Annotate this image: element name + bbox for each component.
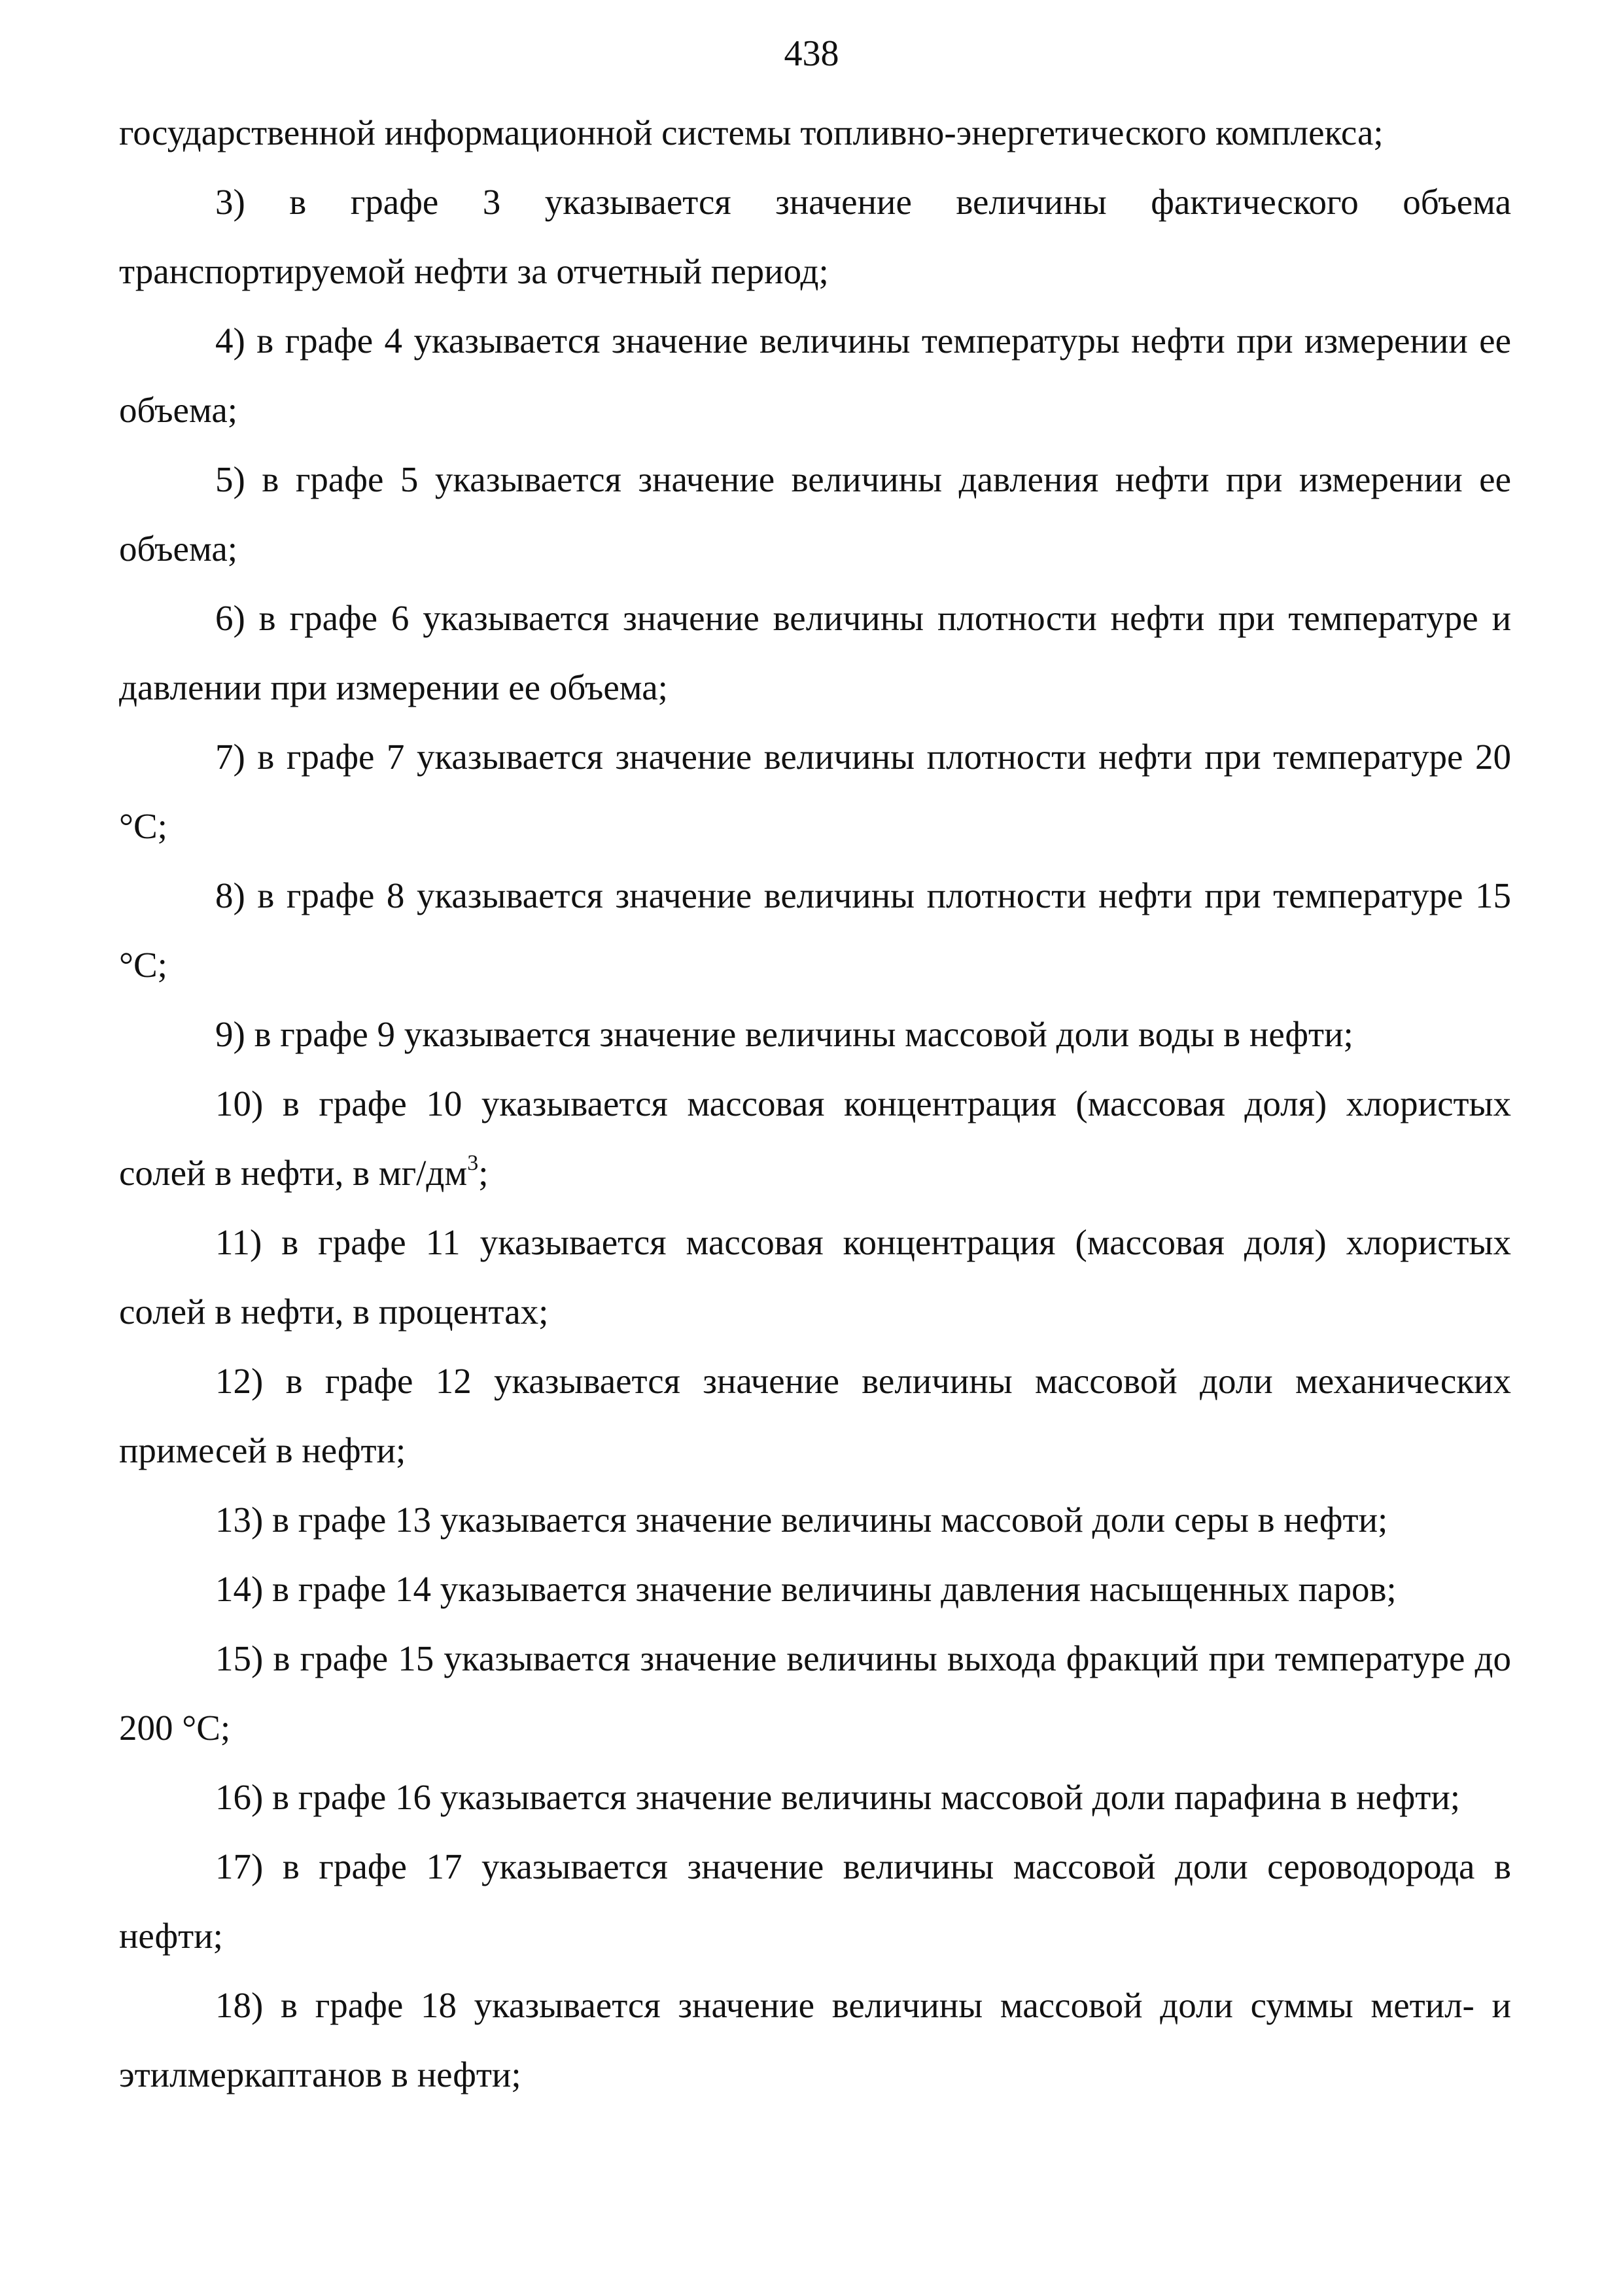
list-item-5: 5) в графе 5 указывается значение величины давления нефти при измерении ее объема; [119, 459, 1511, 569]
list-item-10-text: 10) в графе 10 указывается массовая концентрация (массовая доля) хлористых солей в нефти, в мг/дм [119, 1084, 1511, 1193]
list-item-10-suffix: ; [478, 1153, 489, 1193]
paragraph-continuation: государственной информационной системы топливно-энергетического комплекса; [119, 113, 1384, 152]
list-item-17: 17) в графе 17 указывается значение величины массовой доли сероводорода в нефти; [119, 1846, 1511, 1956]
list-item-16: 16) в графе 16 указывается значение величины массовой доли парафина в нефти; [215, 1777, 1461, 1817]
list-item-3: 3) в графе 3 указывается значение величины фактического объема транспортируемой нефти за отчетный период; [119, 182, 1511, 291]
list-item-18: 18) в графе 18 указывается значение величины массовой доли суммы метил- и этилмеркаптанов в нефти; [119, 1985, 1511, 2094]
superscript-3: 3 [467, 1150, 479, 1175]
list-item-7: 7) в графе 7 указывается значение величины плотности нефти при температуре 20 °C; [119, 737, 1511, 846]
list-item-15: 15) в графе 15 указывается значение величины выхода фракций при температуре до 200 °C; [119, 1638, 1511, 1748]
list-item-11: 11) в графе 11 указывается массовая концентрация (массовая доля) хлористых солей в нефти, в процентах; [119, 1222, 1511, 1332]
list-item-8: 8) в графе 8 указывается значение величины плотности нефти при температуре 15 °C; [119, 875, 1511, 985]
page-number: 438 [784, 33, 839, 74]
document-body [119, 98, 1511, 2110]
list-item-14: 14) в графе 14 указывается значение величины давления насыщенных паров; [215, 1569, 1397, 1609]
list-item-12: 12) в графе 12 указывается значение величины массовой доли механических примесей в нефти; [119, 1361, 1511, 1470]
list-item-10 [119, 1069, 1511, 1208]
list-item-13: 13) в графе 13 указывается значение величины массовой доли серы в нефти; [215, 1500, 1388, 1540]
list-item-9: 9) в графе 9 указывается значение величины массовой доли воды в нефти; [215, 1014, 1353, 1054]
list-item-4: 4) в графе 4 указывается значение величины температуры нефти при измерении ее объема; [119, 321, 1511, 430]
list-item-6: 6) в графе 6 указывается значение величины плотности нефти при температуре и давлении при измерении ее объема; [119, 598, 1511, 707]
